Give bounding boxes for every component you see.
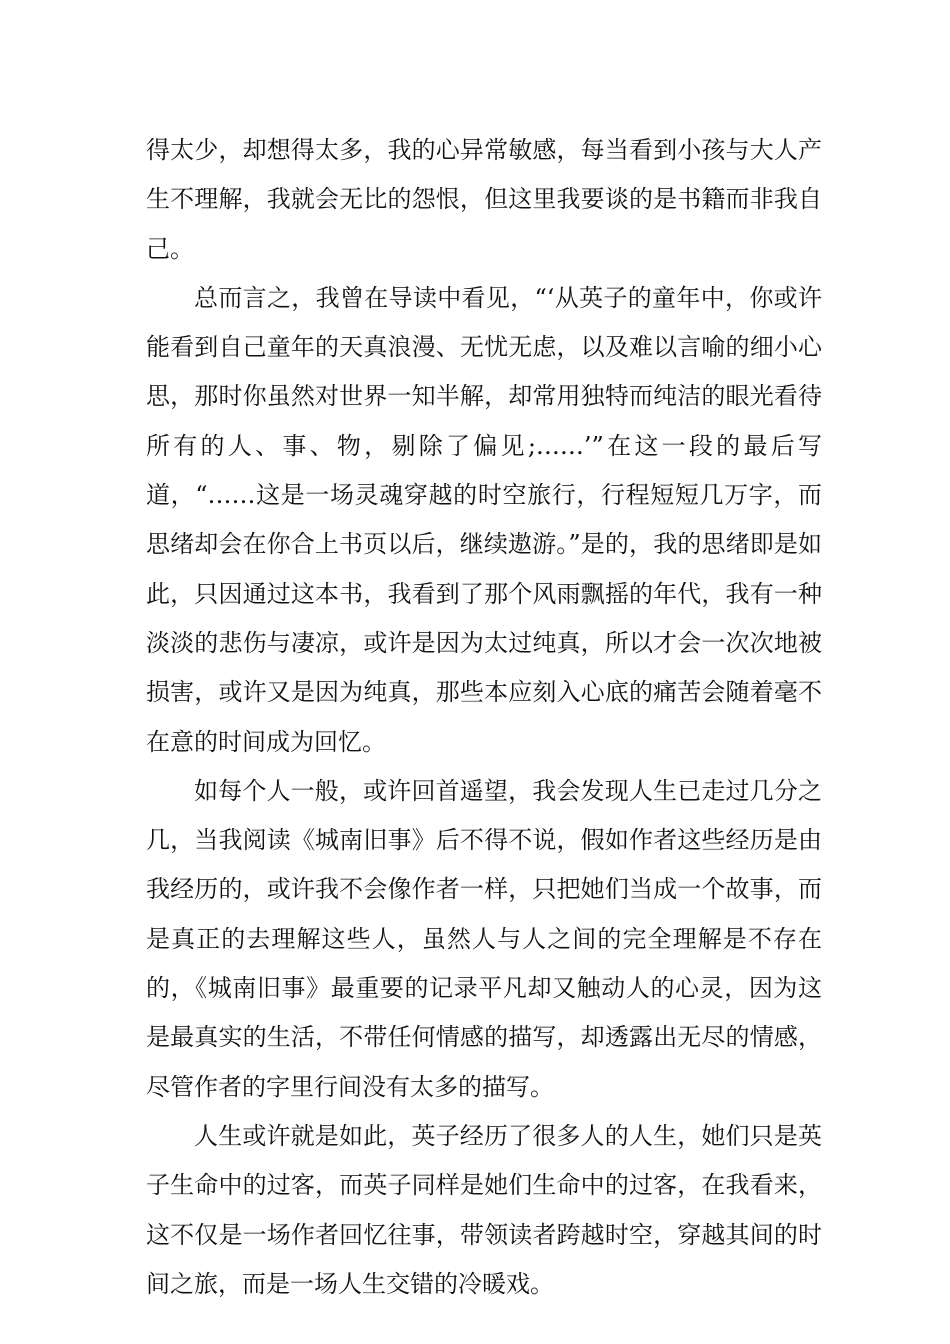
paragraph-reading-reflection: 如每个人一般，或许回首遥望，我会发现人生已走过几分之几，当我阅读《城南旧事》后不得不说，假如作者这些经历是由我经历的，或许我不会像作者一样，只把她们当成一个故事，而是真正的去理解这些人，虽然人与人之间的完全理解是不存在的，《城南旧事》最重要的记录平凡却又触动人的心灵，因为这是最真实的生活，不带任何情感的描写，却透露出无尽的情感，尽管作者的字里行间没有太多的描写。	[146, 776, 822, 1101]
document-body	[146, 126, 822, 1309]
paragraph-continuation: 得太少，却想得太多，我的心异常敏感，每当看到小孩与大人产生不理解，我就会无比的怨恨，但这里我要谈的是书籍而非我自己。	[146, 136, 822, 263]
paragraph-conclusion: 人生或许就是如此，英子经历了很多人的人生，她们只是英子生命中的过客，而英子同样是她们生命中的过客，在我看来，这不仅是一场作者回忆往事，带领读者跨越时空，穿越其间的时间之旅，而是一场人生交错的冷暖戏。	[146, 1121, 822, 1298]
paragraph-guide-quote: 总而言之，我曾在导读中看见，“‘从英子的童年中，你或许能看到自己童年的天真浪漫、无忧无虑，以及难以言喻的细小心思，那时你虽然对世界一知半解，却常用独特而纯洁的眼光看待所有的人、事、物，剔除了偏见;……’”在这一段的最后写道，“……这是一场灵魂穿越的时空旅行，行程短短几万字，而思绪却会在你合上书页以后，继续遨游。”是的，我的思绪即是如此，只因通过这本书，我看到了那个风雨飘摇的年代，我有一种淡淡的悲伤与凄凉，或许是因为太过纯真，所以才会一次次地被损害，或许又是因为纯真，那些本应刻入心底的痛苦会随着毫不在意的时间成为回忆。	[146, 283, 822, 756]
